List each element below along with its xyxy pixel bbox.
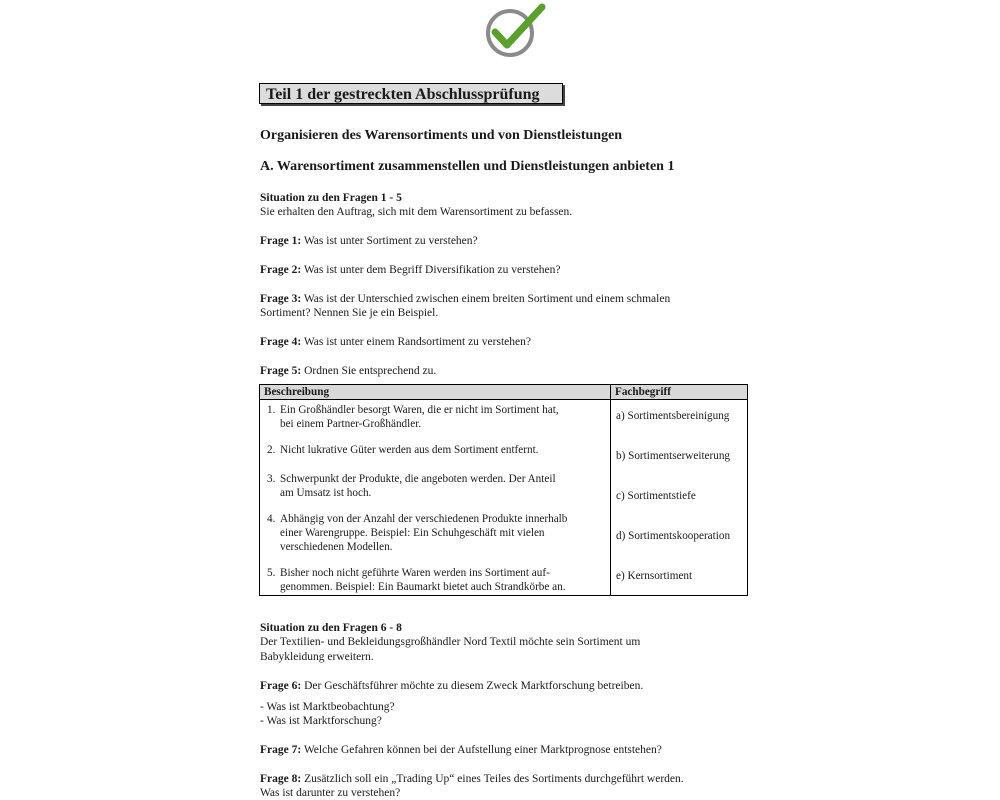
term-item: c) Sortimentstiefe [616, 490, 696, 502]
subsection-heading: A. Warensortiment zusammenstellen und Dienstleistungen anbieten 1 [260, 159, 675, 174]
item-line: bei einem Partner-Großhändler. [280, 418, 422, 430]
question-4 [260, 335, 531, 349]
list-item [261, 512, 609, 554]
question-text: Was ist der Unterschied zwischen einem breiten Sortiment und einem schmalen [303, 293, 671, 305]
table-row [260, 400, 748, 596]
matching-table [259, 384, 748, 596]
item-text [280, 566, 566, 594]
item-text: Nicht lukrative Güter werden aus dem Sortiment entfernt. [280, 444, 539, 456]
question-text: Was ist unter dem Begriff Diversifikation zu verstehen? [303, 264, 561, 276]
section-heading: Organisieren des Warensortiments und von Dienstleistungen [260, 128, 623, 143]
table-header-row [260, 385, 748, 400]
situation-text: Sie erhalten den Auftrag, sich mit dem Warensortiment zu befassen. [260, 206, 573, 218]
list-item [261, 566, 609, 594]
question-text: Der Geschäftsführer möchte zu diesem Zweck Marktforschung betreiben. [304, 680, 644, 692]
question-8 [260, 772, 684, 786]
situation-label: Situation zu den Fragen 6 - 8 [260, 622, 402, 634]
list-item [261, 443, 609, 457]
list-item [261, 403, 609, 431]
checkmark-icon [482, 3, 546, 59]
item-line: Ein Großhändler besorgt Waren, die er nicht im Sortiment hat, [280, 404, 559, 416]
question-7 [260, 743, 662, 757]
term-item: d) Sortimentskooperation [616, 530, 731, 542]
question-5 [260, 364, 436, 378]
item-number: 1. [267, 404, 276, 416]
bullet-item: - Was ist Marktforschung? [260, 715, 382, 727]
item-number: 2. [267, 444, 276, 456]
question-6 [260, 679, 643, 693]
description-list [261, 403, 609, 594]
bullet-item: - Was ist Marktbeobachtung? [260, 701, 395, 713]
column-header: Fachbegriff [611, 385, 748, 400]
question-1 [260, 234, 478, 248]
bullet-text: Was ist Marktbeobachtung? [266, 701, 395, 713]
bullet-text: Was ist Marktforschung? [266, 715, 382, 727]
term-item: b) Sortimentserweiterung [616, 450, 731, 462]
column-header: Beschreibung [260, 385, 611, 400]
question-text: Ordnen Sie entsprechend zu. [304, 365, 437, 377]
item-number: 5. [267, 567, 276, 579]
item-line: Bisher noch nicht geführte Waren werden ins Sortiment auf- [280, 567, 550, 579]
question-text: Welche Gefahren können bei der Aufstellung einer Marktprognose entstehen? [303, 744, 662, 756]
question-text: Was ist unter Sortiment zu verstehen? [303, 235, 478, 247]
term-cell [611, 400, 748, 596]
item-text [280, 512, 567, 554]
page-title: Teil 1 der gestreckten Abschlussprüfung [259, 83, 563, 104]
item-text [280, 403, 559, 431]
term-item: e) Kernsortiment [616, 570, 693, 582]
question-3-line2: Sortiment? Nennen Sie je ein Beispiel. [260, 307, 439, 319]
question-label: Frage 5: [260, 365, 302, 377]
item-number: 3. [267, 473, 276, 485]
question-3 [260, 292, 670, 306]
question-label: Frage 7: [260, 744, 302, 756]
question-8-line2: Was ist darunter zu verstehen? [260, 787, 401, 799]
situation-text: Der Textilien- und Bekleidungsgroßhändler Nord Textil möchte sein Sortiment um [260, 636, 641, 648]
situation-text: Babykleidung erweitern. [260, 651, 374, 663]
list-item [261, 472, 609, 500]
question-2 [260, 263, 560, 277]
item-text [280, 472, 556, 500]
item-line: Abhängig von der Anzahl der verschiedenen Produkte innerhalb [280, 513, 568, 525]
item-line: am Umsatz ist hoch. [280, 487, 372, 499]
question-text: Zusätzlich soll ein „Trading Up“ eines Teiles des Sortiments durchgeführt werden. [304, 773, 684, 785]
question-label: Frage 8: [260, 773, 302, 785]
item-line: einer Warengruppe. Beispiel: Ein Schuhgeschäft mit vielen [280, 527, 545, 539]
question-label: Frage 4: [260, 336, 302, 348]
question-label: Frage 2: [260, 264, 302, 276]
term-item: a) Sortimentsbereinigung [616, 410, 730, 422]
description-cell [260, 400, 611, 596]
item-line: verschiedenen Modellen. [280, 541, 393, 553]
question-label: Frage 1: [260, 235, 302, 247]
item-line: genommen. Beispiel: Ein Baumarkt bietet auch Strandkörbe an. [280, 581, 566, 593]
item-number: 4. [267, 513, 276, 525]
question-label: Frage 6: [260, 680, 302, 692]
item-line: Schwerpunkt der Produkte, die angeboten werden. Der Anteil [280, 473, 556, 485]
question-label: Frage 3: [260, 293, 302, 305]
situation-label: Situation zu den Fragen 1 - 5 [260, 192, 402, 204]
question-text: Was ist unter einem Randsortiment zu verstehen? [303, 336, 531, 348]
